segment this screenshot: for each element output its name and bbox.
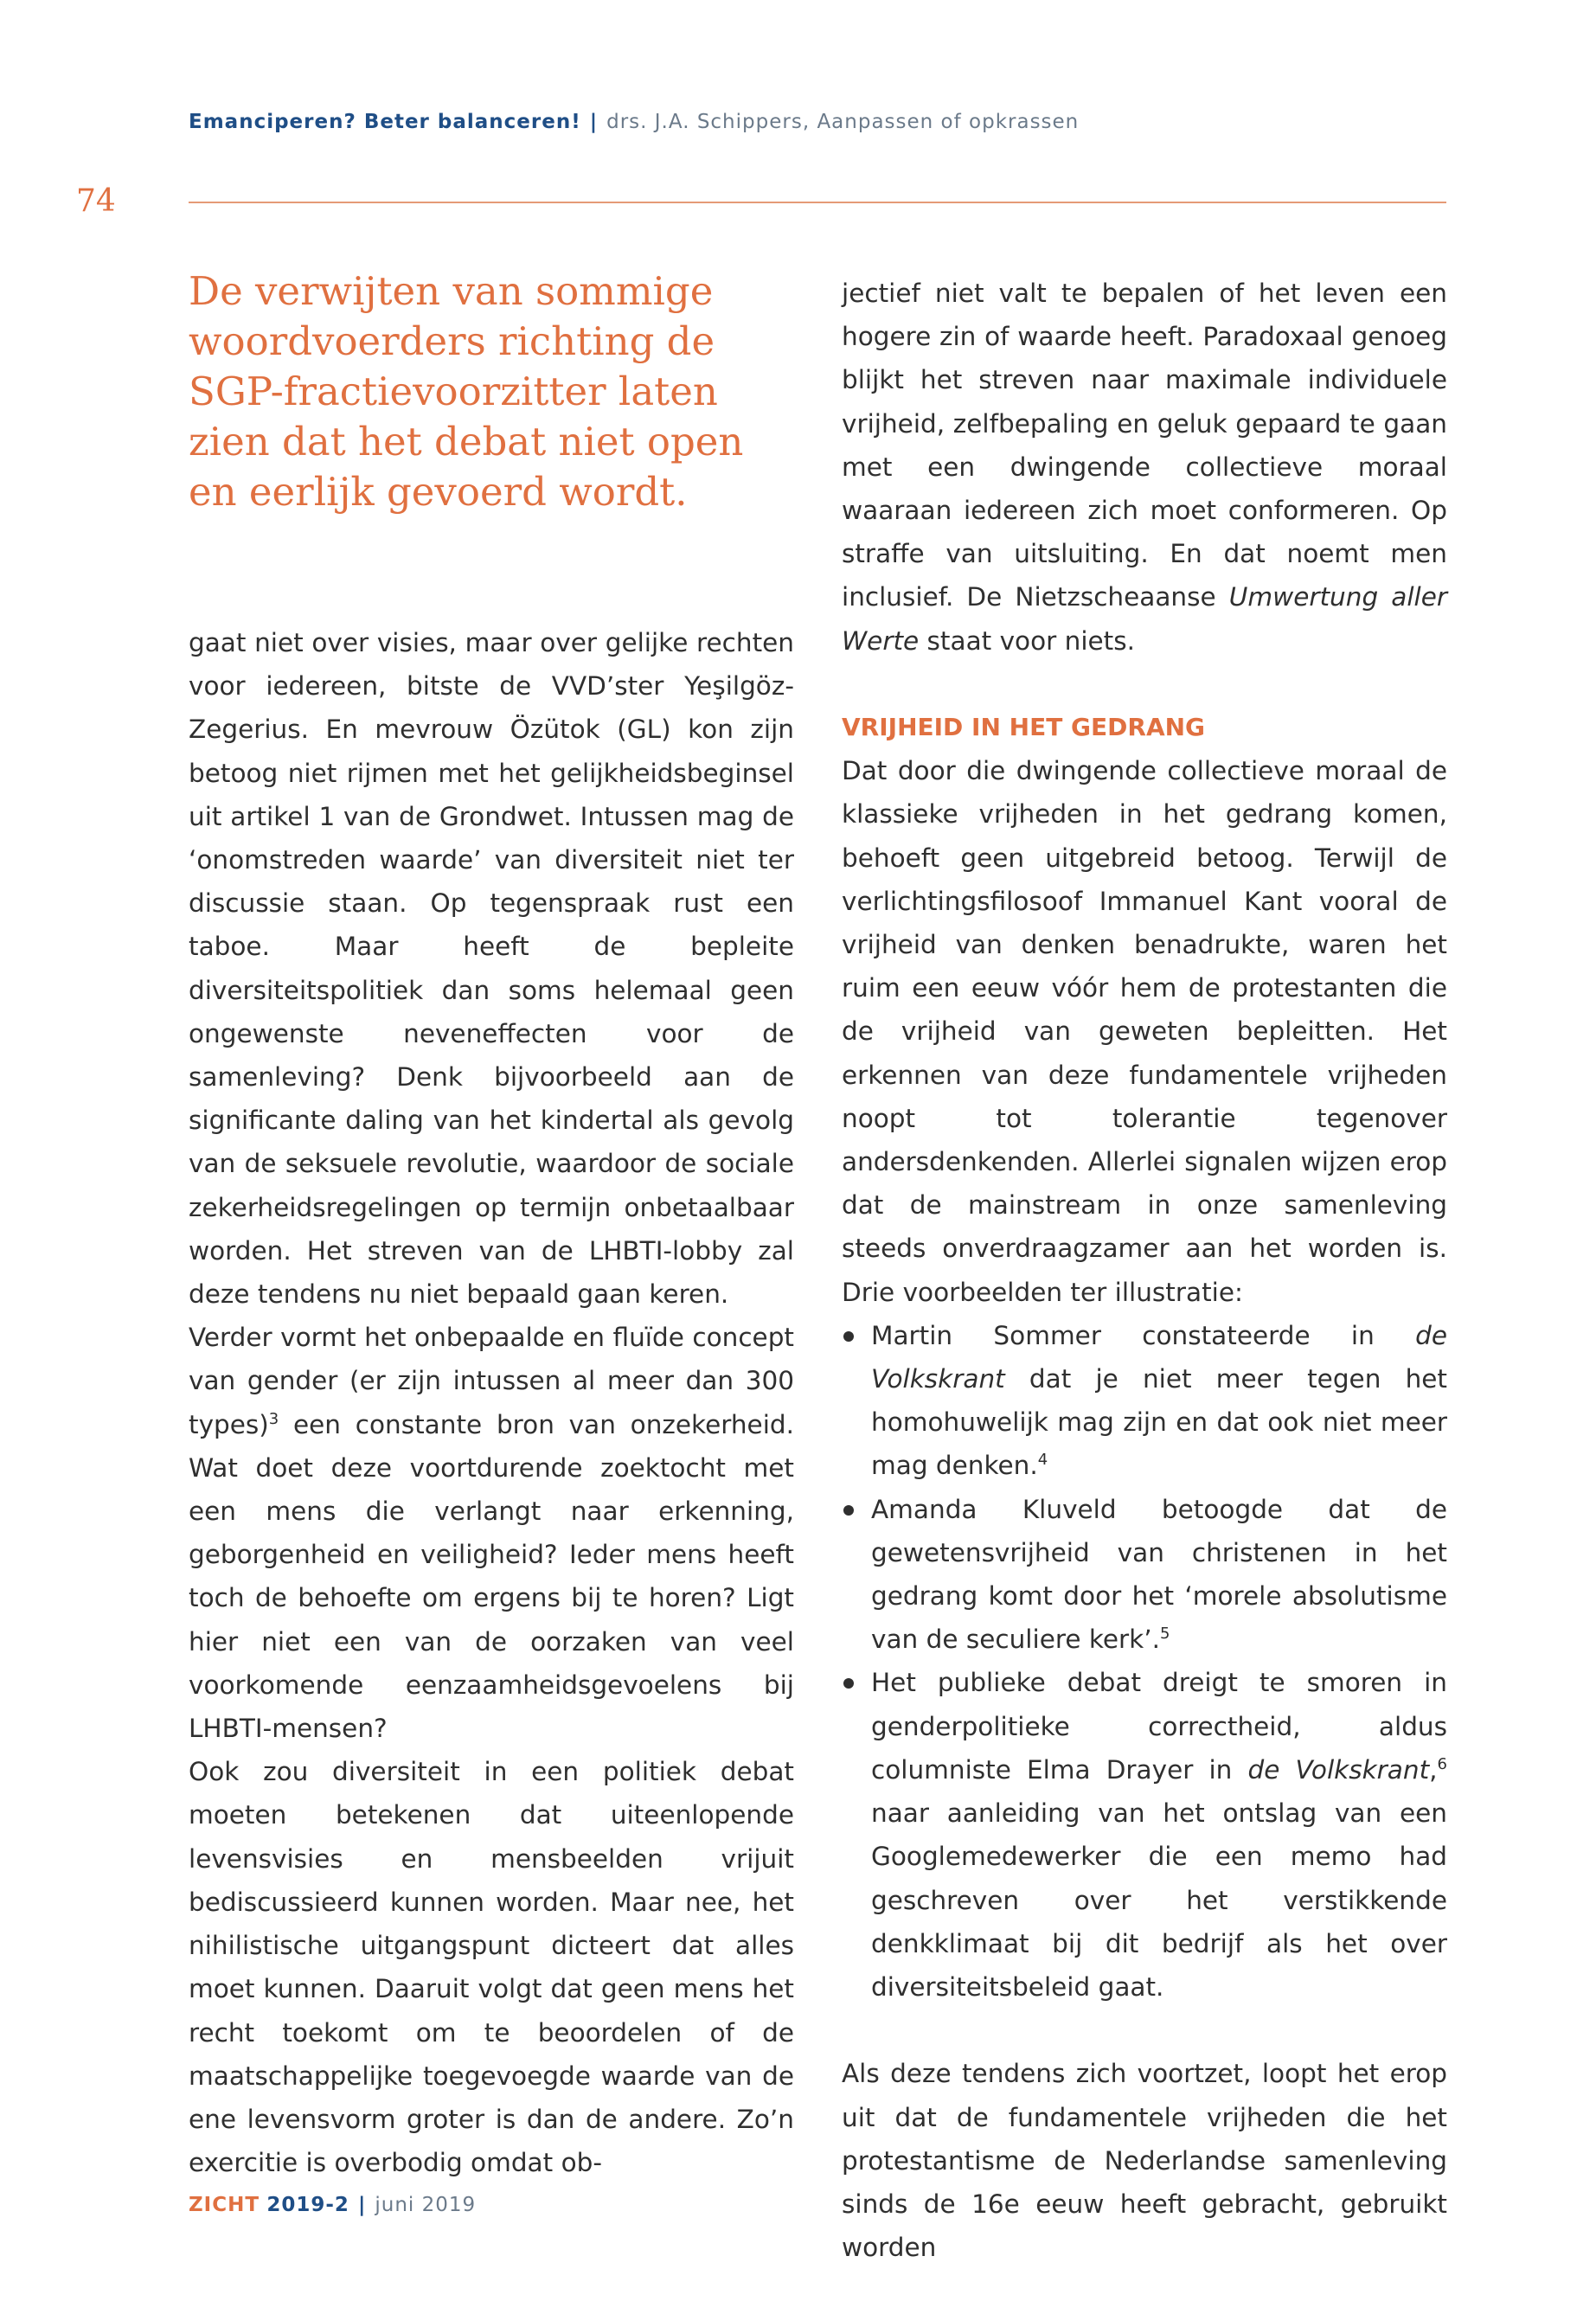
list-item: Het publieke debat dreigt te smoren in genderpolitieke correctheid, aldus columniste Elma Drayer in de Volkskrant,$^6$ naar aanleiding van het ontslag van een Googlemedewerker die een memo had geschreven over het verstikkende denkklimaat bij dit bedrijf als het over diversiteitsbeleid gaat. (842, 1661, 1447, 2009)
paragraph: Dat door die dwingende collectieve moraal de klassieke vrijheden in het gedrang komen, behoeft geen uitgebreid betoog. Terwijl de verlichtingsfilosoof Immanuel Kant vooral de vrijheid van denken benadrukte, waren het ruim een eeuw vóór hem de protestanten die de vrijheid van geweten bepleitten. Het erkennen van deze fundamentele vrijheden noopt tot tolerantie tegenover andersdenkenden. Allerlei signalen wijzen erop dat de mainstream in onze samenleving steeds onverdraagzamer aan het worden is. Drie voorbeelden ter illustratie: (842, 756, 1447, 1307)
paragraph: Verder vormt het onbepaalde en fluïde concept van gender (er zijn intussen al meer dan 300 types)$^3$ een constante bron van onzekerheid. Wat doet deze voortdurende zoektocht met een mens die verlangt naar erkenning, geborgenheid en veiligheid? Ieder mens heeft toch de behoefte om ergens bij te horen? Ligt hier niet een van de oorzaken van veel voorkomende eenzaamheidsgevoelens bij LHBTI-mensen? (189, 1323, 794, 1744)
section-heading: VRIJHEID IN HET GEDRANG (842, 713, 1206, 742)
footer-magazine: ZICHT (189, 2194, 260, 2216)
footnote-ref: 3 (268, 1409, 279, 1428)
list-item: Amanda Kluveld betoogde dat de gewetensvrijheid van christenen in het gedrang komt door het ‘morele absolutisme van de seculiere kerk’.$^5$ (842, 1488, 1447, 1662)
footer-date: juni 2019 (375, 2194, 477, 2216)
paragraph: jectief niet valt te bepalen of het leven een hogere zin of waarde heeft. Paradoxaal genoeg blijkt het streven naar maximale individuele vrijheid, zelfbepaling en geluk gepaard te gaan met een dwingende collectieve moraal waaraan iedereen zich moet conformeren. Op straffe van uitsluiting. En dat noemt men inclusief. De Nietzscheaanse Umwertung aller Werte staat voor niets. (842, 279, 1448, 656)
header-series-title: Emanciperen? Beter balanceren! (189, 111, 581, 133)
footnote-ref: 6 (1437, 1755, 1447, 1774)
column-left (189, 621, 794, 2184)
paragraph: Als deze tendens zich voortzet, loopt het erop uit dat de fundamentele vrijheden die het protestantisme de Nederlandse samenleving sinds de 16e eeuw heeft gebracht, gebruikt worden (842, 2059, 1447, 2263)
paragraph: Ook zou diversiteit in een politiek debat moeten betekenen dat uiteenlopende levensvisies en mensbeelden vrijuit bediscussieerd kunnen worden. Maar nee, het nihilistische uitgangspunt dicteert dat alles moet kunnen. Daaruit volgt dat geen mens het recht toekomt om te beoordelen of de maatschappelijke toegevoegde waarde van de ene levensvorm groter is dan de andere. Zo’n exercitie is overbodig omdat ob- (189, 1757, 794, 2178)
list-item: Martin Sommer constateerde in de Volkskrant dat je niet meer tegen het homohuwelijk mag zijn en dat ook niet meer mag denken.$^4$ (842, 1314, 1447, 1488)
running-footer (189, 2194, 476, 2216)
bullet-list (842, 1314, 1447, 2009)
footnote-ref: 4 (1037, 1451, 1048, 1470)
header-author: drs. J.A. Schippers, Aanpassen of opkrassen (606, 111, 1080, 133)
header-rule (189, 202, 1446, 203)
running-header (189, 111, 1079, 133)
header-separator: | (589, 111, 599, 133)
spacer (842, 2009, 1447, 2052)
footer-issue: 2019-2 (266, 2194, 349, 2216)
pull-quote: De verwijten van sommige woordvoerders richting de SGP-fractievoorzitter laten zien dat het debat niet open en eerlijk gevoerd wordt. (189, 268, 744, 515)
footnote-ref: 5 (1160, 1625, 1170, 1644)
page-number: 74 (76, 183, 116, 219)
footer-separator: | (357, 2194, 367, 2216)
column-right (842, 272, 1447, 2269)
paragraph: gaat niet over visies, maar over gelijke rechten voor iedereen, bitste de VVD’ster Yeşilgöz-Zegerius. En mevrouw Özütok (GL) kon zijn betoog niet rijmen met het gelijkheidsbeginsel uit artikel 1 van de Grondwet. Intussen mag de ‘onomstreden waarde’ van diversiteit niet ter discussie staan. Op tegenspraak rust een taboe. Maar heeft de bepleite diversiteitspolitiek dan soms helemaal geen ongewenste neveneffecten voor de samenleving? Denk bijvoorbeeld aan de significante daling van het kindertal als gevolg van de seksuele revolutie, waardoor de sociale zekerheidsregelingen op termijn onbetaalbaar worden. Het streven van de LHBTI-lobby zal deze tendens nu niet bepaald gaan keren. (189, 628, 794, 1310)
